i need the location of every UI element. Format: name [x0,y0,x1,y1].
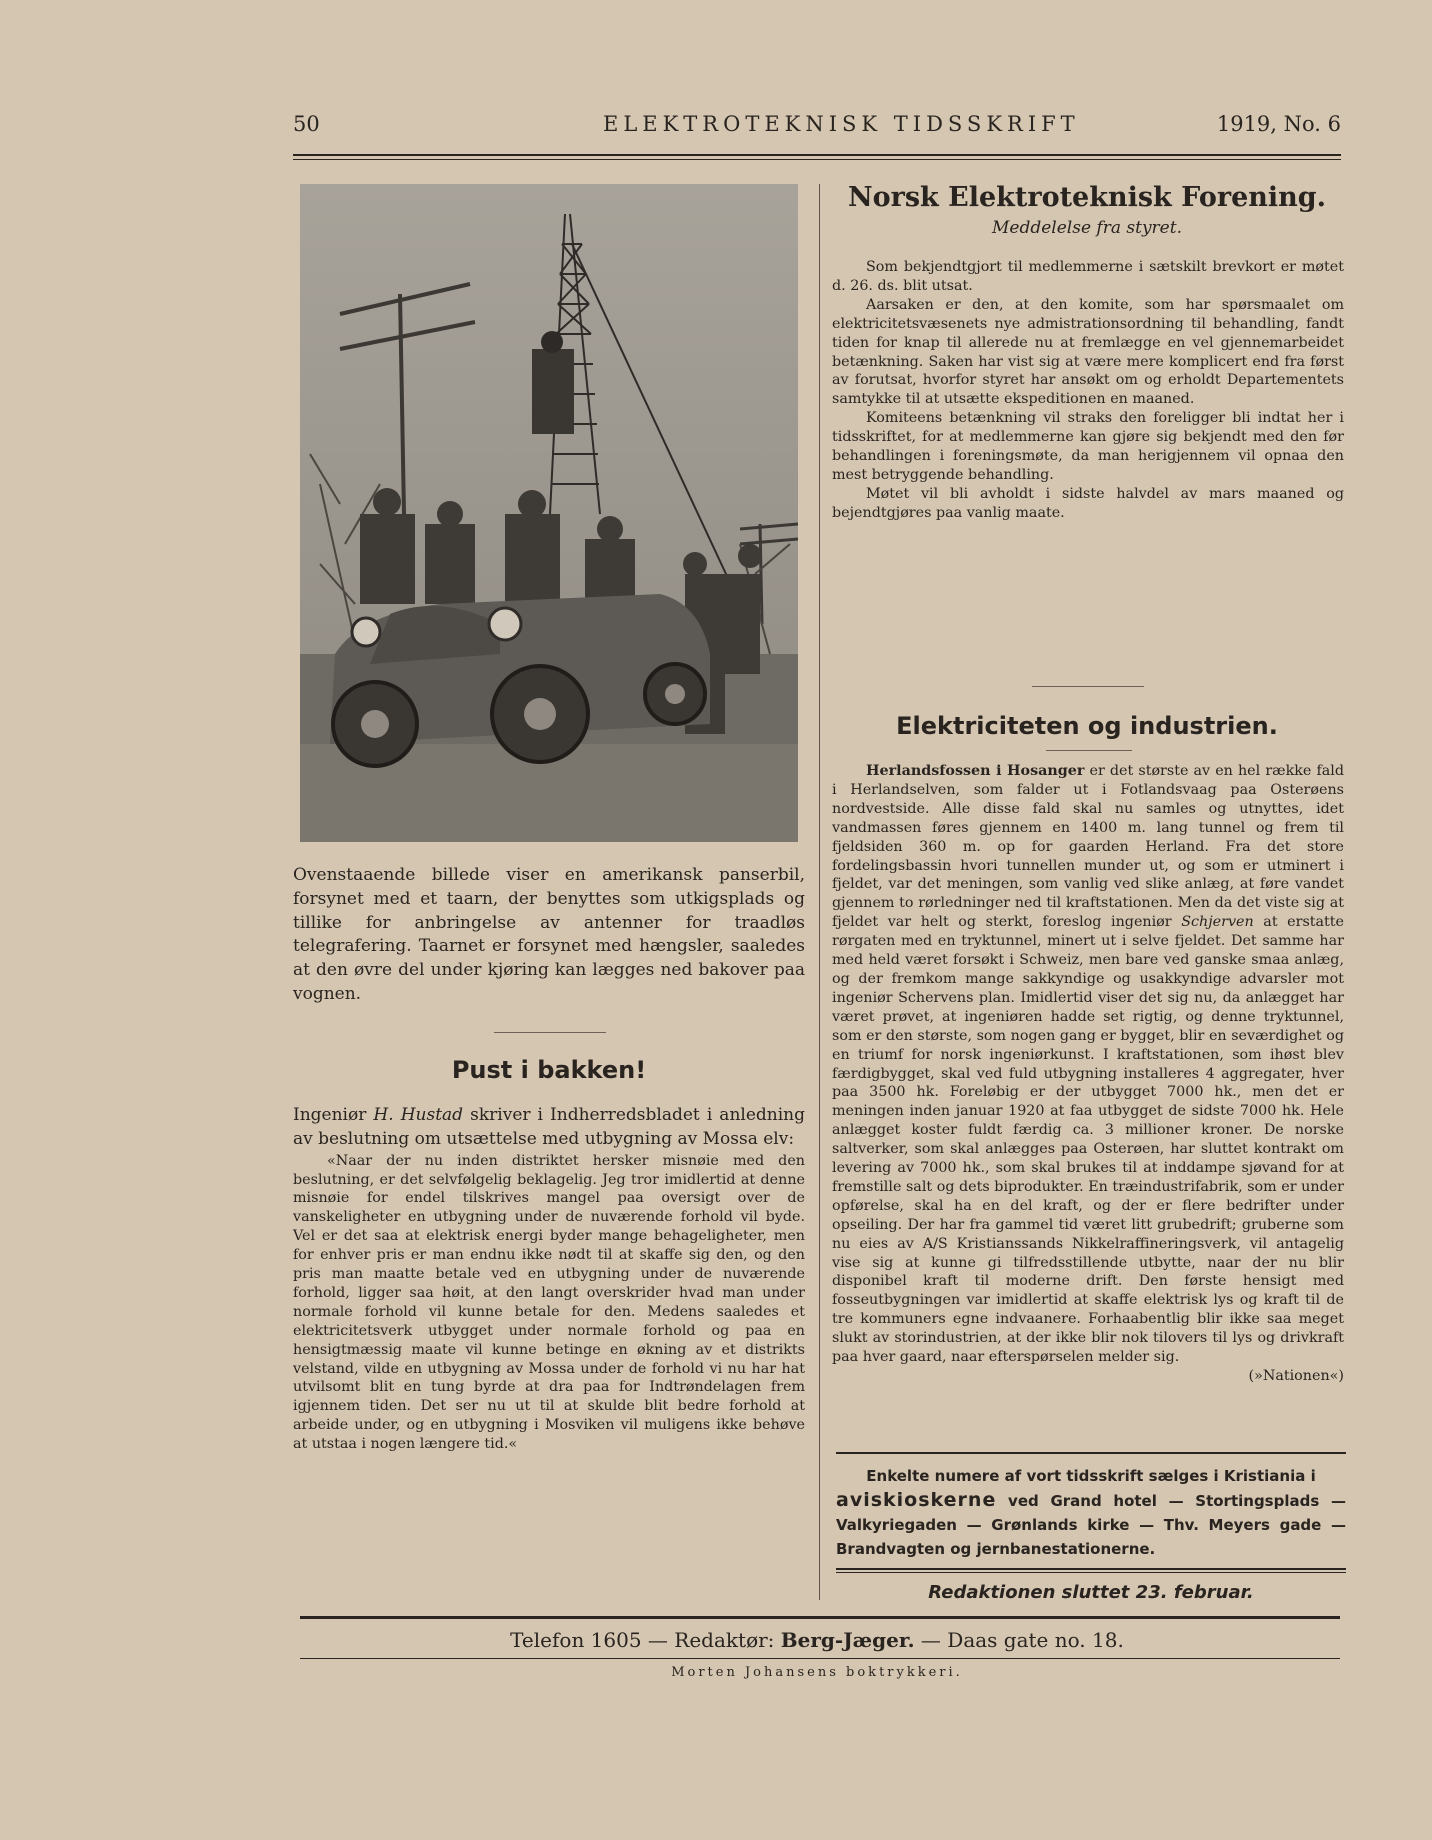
header-rule-thin [293,159,1341,160]
header-rule-thick [293,154,1341,156]
column-separator [819,184,820,1600]
journal-title: ELEKTROTEKNISK TIDSSKRIFT [603,112,1080,136]
armored-car-photo [300,184,798,842]
pust-intro: Ingeniør H. Hustad skriver i Indherredsbladet i anledning av beslutning om utsættelse med utbygning av Mossa elv: [293,1105,805,1149]
footer-rule-thick [300,1616,1340,1619]
redaktionen-note: Redaktionen sluttet 23. februar. [928,1582,1254,1603]
section-divider-right [1032,686,1144,687]
forening-title: Norsk Elektroteknisk Forening. [847,182,1327,213]
industri-source: (»Nationen«) [1248,1368,1344,1384]
forening-subtitle: Meddelelse fra styret. [992,218,1182,238]
footer-line: Telefon 1605 — Redaktør: Berg-Jæger. — Daas gate no. 18. [510,1628,1124,1652]
pust-quote: «Naar der nu inden distriktet hersker misnøie med den beslutning, er det selvfølgelig beklagelig. Jeg tror imidlertid at denne misnøie for endel tilskrives mangel paa oversigt over de vanskeligheter en utbygning under de nuværende forhold vil byde. Vel er det saa at elektrisk energi byder mange behageligheter, men for enhver pris er man endnu ikke nødt til at skaffe sig den, og den pris man maatte betale ved en utbygning under de nuværende forhold, ligger saa høit, at den langt overskrider hvad man under normale forhold vil kunne betale for den. Medens saaledes et elektricitetsverk utbygget under normale forhold og paa en hensigtmæssig maate vil kunne betinge en økning av et distrikts velstand, vilde en utbygning av Mossa under de forhold vi nu har hat utvilsomt blit en tung byrde at dra paa for Indtrøndelagen frem igjennem tiden. Det ser nu ut til at skulde blit bedre forhold at arbeide under, og en utbygning i Mosviken vil muligens ikke behøve at utstaa i nogen længere tid.« [293,1152,805,1453]
industri-lead: Herlandsfossen i Hosanger [866,763,1085,779]
printer-credit: Morten Johansens boktrykkeri. [671,1665,963,1680]
notice-rule-top [836,1452,1346,1454]
title-underline [1046,750,1132,751]
page-number: 50 [293,112,320,136]
notice-kiosk-word: aviskioskerne [836,1489,997,1511]
pust-title: Pust i bakken! [451,1056,647,1084]
photo-caption: Ovenstaaende billede viser en amerikansk panserbil, forsynet med et taarn, der benyttes som utkigsplads og tillike for anbringelse av antenner for traadløs telegrafering. Taarnet er forsynet med hængsler, saaledes at den øvre del under kjøring kan lægges ned bakover paa vognen. [293,865,805,1004]
page-header [293,112,1341,142]
notice-rule-bottom-thin [836,1572,1346,1573]
pust-article [293,1104,805,1454]
editor-name: Berg-Jæger. [780,1628,915,1652]
section-divider-left [494,1032,606,1033]
footer-rule-thin [300,1658,1340,1659]
forening-article: Som bekjendtgjort til medlemmerne i sætskilt brevkort er møtet d. 26. ds. blit utsat. Aarsaken er den, at den komite, som har spørsmaalet om elektricitetsvæsenets nye admistrationsordning til behandling, fandt tiden for knap til allerede nu at fremlægge en vel gjennemarbeidet betænkning. Saken har vist sig at være mere komplicert end fra først av forutsat, hvorfor styret har ansøkt om og erholdt Departementets samtykke til at utsætte ekspeditionen en maaned. Komiteens betænkning vil straks den foreligger bli indtat her i tidsskriftet, for at medlemmerne kan gjøre sig bekjendt med den før behandlingen i foreningsmøte, da man herigjennem vil opnaa den mest betryggende behandling. Møtet vil bli avholdt i sidste halvdel av mars maaned og bejendtgjøres paa vanlig maate. [832,259,1344,521]
sales-notice: Enkelte numere af vort tidsskrift sælges i Kristiania i aviskioskerne ved Grand hotel — Stortingsplads — Valkyriegaden — Grønlands kirke — Thv. Meyers gade — Brandvagten og jernbanestationerne. [836,1467,1346,1558]
pust-author: H. Hustad [373,1105,464,1125]
notice-rule-bottom [836,1568,1346,1570]
issue-label: 1919, No. 6 [1216,112,1341,136]
industri-article: Herlandsfossen i Hosanger er det største av en hel række fald i Herlandselven, som falder ut i Fotlandsvaag paa Osterøens nordvestside. Alle disse fald skal nu samles og utnyttes, idet vandmassen føres gjennem en 1400 m. lang tunnel og frem til fjeldsiden 360 m. op for gaarden Herland. Fra det store fordelingsbassin hvori tunnellen munder ut, og som er utminert i fjeldet, var det meningen, som vanlig ved slike anlæg, at føre vandet gjennem to rørledninger ned til kraftstationen. Men da det viste sig at fjeldet var helt og sterkt, foreslog ingeniør Schjerven at erstatte rørgaten med en tryktunnel, minert ut i selve fjeldet. Det samme har med held været forsøkt i Schweiz, men bare ved ganske smaa anlæg, og der fremkom mange sakkyndige og usakkyndige advarsler mot ingeniør Schervens plan. Imidlertid viser det sig nu, da anlægget har været prøvet, at ingeniøren hadde set rigtig, og denne tryktunnel, som er den største, som nogen gang er bygget, blir en seværdighet og en triumf for norsk ingeniørkunst. I kraftstationen, som ihøst blev færdigbygget, skal ved fuld utbygning installeres 4 aggregater, hver paa 3500 hk. Foreløbig er der utbygget 7000 hk., men det er meningen inden januar 1920 at faa utbygget de sidste 7000 hk. Hele anlægget koster fuldt færdig ca. 3 millioner kroner. De norske saltverker, som skal anlægges paa Osterøen, har sluttet kontrakt om levering av 7000 hk., som skal brukes til at inddampe sjøvand for at fremstille salt og dets biprodukter. En træindustrifabrik, som er under opførelse, skal ha en del kraft, og der er flere bedrifter under opseiling. Der har fra gammel tid været litt grubedrift; gruberne som nu eies av A/S Kristianssands Nikkelraffineringsverk, vil antagelig vise sig at kunne gi tilfredsstillende utbytte, naar der nu blir disponibel kraft til moderne drift. Den første hensigt med fosseutbygningen var imidlertid at skaffe elektrisk lys og kraft til de tre kommuners egne indvaanere. Forhaabentlig blir ikke saa meget slukt av storindustrien, at der ikke blir nok tilovers til lys og drivkraft paa hver gaard, naar efterspørselen melder sig. (»Nationen«) [832,763,1345,1384]
industri-title: Elektriciteten og industrien. [896,712,1278,740]
